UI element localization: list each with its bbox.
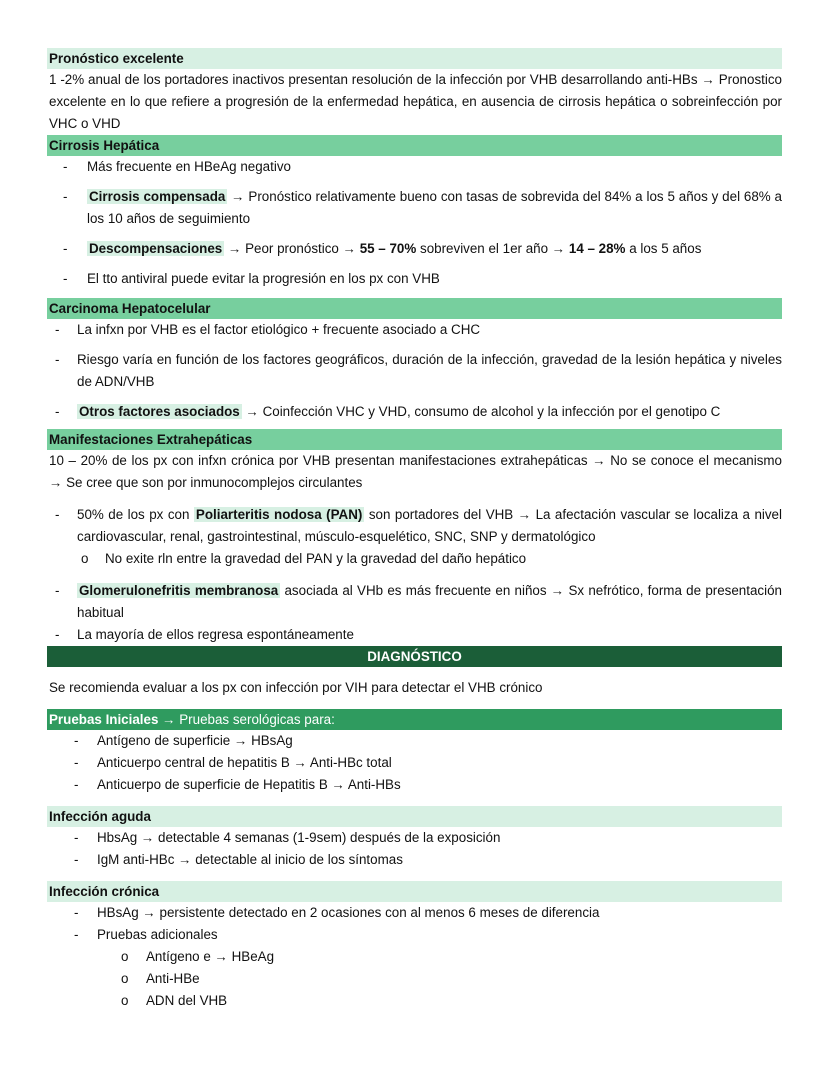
highlight-term: Otros factores asociados (79, 404, 240, 419)
dash-bullet: - (63, 189, 68, 204)
list-item-text: → Coinfección VHC y VHD, consumo de alcohol y la infección por el genotipo C (241, 404, 721, 419)
section-heading-infeccion-aguda: Infección aguda (47, 806, 782, 827)
dash-bullet: - (63, 241, 68, 256)
dash-bullet: - (74, 830, 79, 845)
section-heading-diagnostico: DIAGNÓSTICO (47, 646, 782, 667)
list-item (47, 827, 782, 849)
list-item-text: Antígeno de superficie → HBsAg (97, 733, 293, 748)
dash-bullet: - (74, 905, 79, 920)
list-item (47, 268, 782, 290)
circle-bullet: o (121, 971, 129, 986)
dash-bullet: - (55, 507, 60, 522)
list-item-text: HbsAg → detectable 4 semanas (1-9sem) después de la exposición (97, 830, 501, 845)
section-heading-pronostico: Pronóstico excelente (47, 48, 782, 69)
dash-bullet: - (63, 271, 68, 286)
list-item-text: El tto antiviral puede evitar la progresión en los px con VHB (87, 271, 440, 286)
list-item (47, 902, 782, 924)
sub-list-item (47, 946, 782, 968)
sub-list-item (47, 548, 782, 570)
circle-bullet: o (81, 551, 89, 566)
dash-bullet: - (55, 352, 60, 367)
diagnostico-paragraph: Se recomienda evaluar a los px con infección por VIH para detectar el VHB crónico (49, 680, 543, 695)
circle-bullet: o (121, 993, 129, 1008)
list-item-text: asociada al VHb es más frecuente en niños → Sx nefrótico, forma de presentación habitual (77, 583, 782, 620)
list-item-text: Riesgo varía en función de los factores geográficos, duración de la infección, gravedad de la lesión hepática y niveles de ADN/VHB (77, 352, 782, 389)
dash-bullet: - (74, 755, 79, 770)
dash-bullet: - (55, 322, 60, 337)
dash-bullet: - (74, 733, 79, 748)
list-item-text: Anti-HBe (146, 971, 200, 986)
section-heading-pruebas-iniciales (47, 709, 782, 730)
bold-stat: 55 – 70% (359, 241, 417, 256)
heading-bold-text: Pruebas Iniciales (49, 712, 159, 727)
list-item-text: Anticuerpo de superficie de Hepatitis B → Anti-HBs (97, 777, 401, 792)
list-item-text: Pruebas adicionales (97, 927, 218, 942)
list-item (47, 730, 782, 752)
sub-list-item (47, 990, 782, 1012)
list-item-text: IgM anti-HBc → detectable al inicio de los síntomas (97, 852, 403, 867)
list-item-text: No exite rln entre la gravedad del PAN y la gravedad del daño hepático (105, 551, 527, 566)
list-item (47, 349, 782, 393)
list-item-text: Antígeno e → HBeAg (146, 949, 275, 964)
highlight-term: Poliarteritis nodosa (PAN) (195, 507, 363, 522)
dash-bullet: - (74, 852, 79, 867)
circle-bullet: o (121, 949, 129, 964)
dash-bullet: - (55, 627, 60, 642)
list-item-text: La mayoría de ellos regresa espontáneamente (77, 627, 354, 642)
sub-list-item (47, 968, 782, 990)
list-item (47, 624, 782, 646)
list-item-text: La infxn por VHB es el factor etiológico + frecuente asociado a CHC (77, 322, 481, 337)
dash-bullet: - (74, 777, 79, 792)
list-item (47, 319, 782, 341)
manifestaciones-paragraph: 10 – 20% de los px con infxn crónica por VHB presentan manifestaciones extrahepáticas → No se conoce el mecanismo → Se cree que son por inmunocomplejos circulantes (49, 453, 782, 490)
section-heading-carcinoma: Carcinoma Hepatocelular (47, 298, 782, 319)
list-item-text: Más frecuente en HBeAg negativo (87, 159, 291, 174)
list-item (47, 849, 782, 871)
document-page (47, 48, 782, 1012)
heading-text: → Pruebas serológicas para: (158, 712, 335, 727)
list-item-text: ADN del VHB (146, 993, 228, 1008)
section-heading-cirrosis: Cirrosis Hepática (47, 135, 782, 156)
list-item (47, 580, 782, 624)
dash-bullet: - (55, 404, 60, 419)
bold-stat: 14 – 28% (568, 241, 626, 256)
section-heading-infeccion-cronica: Infección crónica (47, 881, 782, 902)
list-item (47, 924, 782, 946)
list-item (47, 401, 782, 423)
list-item-text: Anticuerpo central de hepatitis B → Anti-HBc total (97, 755, 392, 770)
list-item-text: sobreviven el 1er año → (416, 241, 569, 256)
list-item (47, 752, 782, 774)
pronostico-paragraph: 1 -2% anual de los portadores inactivos presentan resolución de la infección por VHB desarrollando anti-HBs → Pronostico excelente en lo que refiere a progresión de la enfermedad hepática, en ausencia de cirrosis hepática o sobreinfección por VHC o VHD (49, 72, 782, 131)
dash-bullet: - (74, 927, 79, 942)
list-item-text: → Pronóstico relativamente bueno con tasas de sobrevida del 84% a los 5 años y del 68% a los 10 años de seguimiento (87, 189, 782, 226)
list-item (47, 238, 782, 260)
list-item (47, 504, 782, 548)
dash-bullet: - (55, 583, 60, 598)
list-item-text: son portadores del VHB → La afectación vascular se localiza a nivel cardiovascular, renal, gastrointestinal, músculo-esquelético, SNC, SNP y dermatológico (77, 507, 782, 544)
dash-bullet: - (63, 159, 68, 174)
list-item-text: → Peor pronóstico → (224, 241, 360, 256)
highlight-term: Cirrosis compensada (89, 189, 226, 204)
list-item (47, 774, 782, 796)
highlight-term: Glomerulonefritis membranosa (79, 583, 279, 598)
section-heading-manifestaciones: Manifestaciones Extrahepáticas (47, 429, 782, 450)
list-item (47, 186, 782, 230)
highlight-term: Descompensaciones (89, 241, 223, 256)
list-item-text: a los 5 años (625, 241, 702, 256)
list-item-text: HBsAg → persistente detectado en 2 ocasiones con al menos 6 meses de diferencia (97, 905, 600, 920)
list-item-text: 50% de los px con (77, 507, 194, 522)
list-item (47, 156, 782, 178)
